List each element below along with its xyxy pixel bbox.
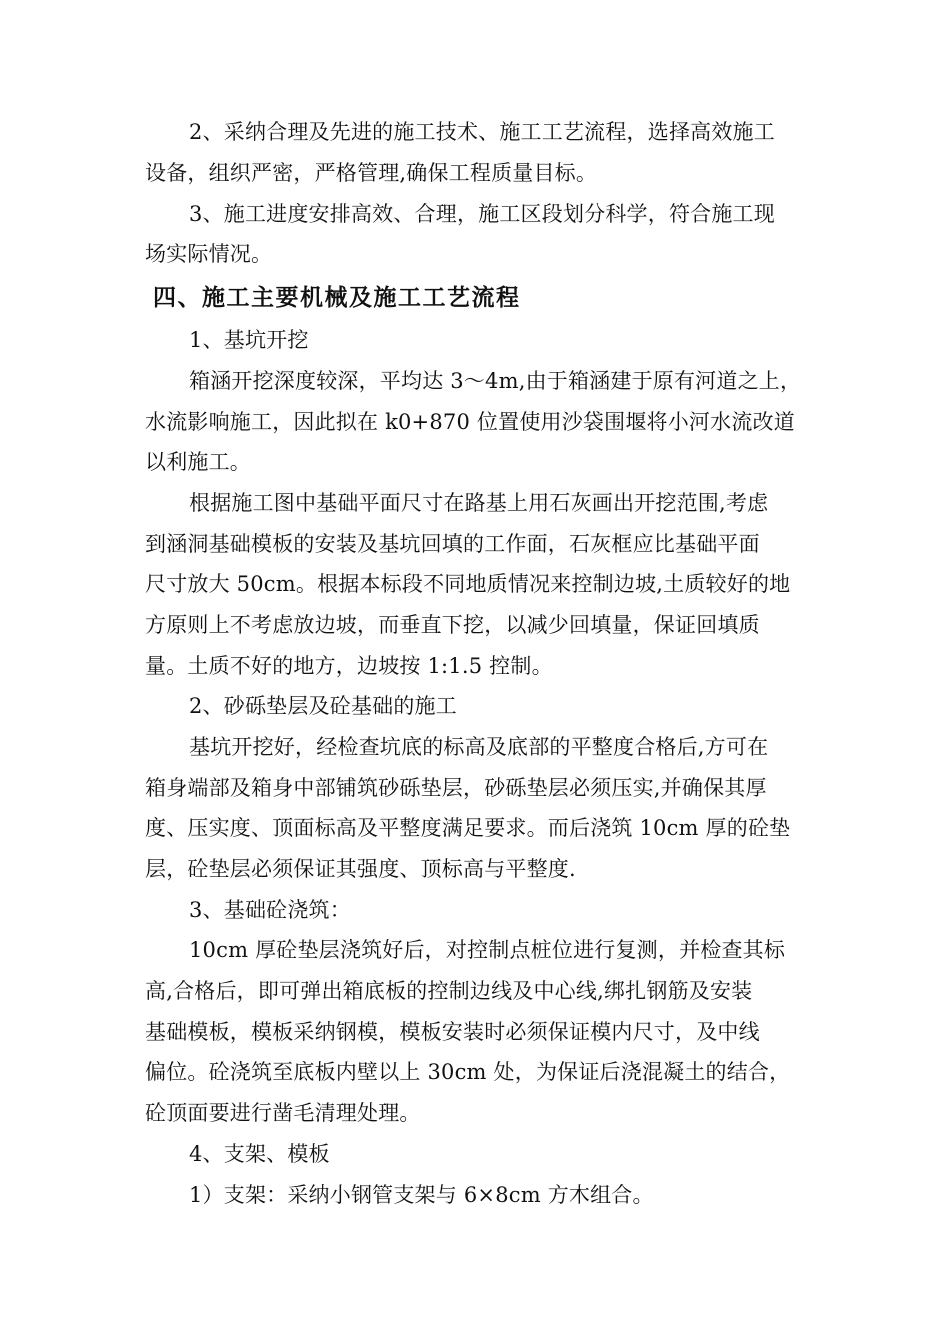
text-line: 以利施工。 xyxy=(145,450,251,474)
text-line: 度、压实度、顶面标高及平整度满足要求。而后浇筑 10cm 厚的砼垫 xyxy=(145,816,791,840)
text-line: 水流影响施工，因此拟在 k0+870 位置使用沙袋围堰将小河水流改道 xyxy=(145,410,795,434)
text-line: 基础模板，模板采纳钢模，模板安装时必须保证模内尺寸，及中线 xyxy=(145,1020,760,1044)
text-line: 尺寸放大 50cm。根据本标段不同地质情况来控制边坡,土质较好的地 xyxy=(145,572,791,596)
text-line: 场实际情况。 xyxy=(145,242,273,266)
text-line: 箱涵开挖深度较深，平均达 3～4m,由于箱涵建于原有河道之上， xyxy=(189,369,802,393)
text-line: 砼顶面要进行凿毛清理处理。 xyxy=(145,1101,421,1125)
text-line: 1）支架：采纳小钢管支架与 6×8cm 方木组合。 xyxy=(189,1183,654,1207)
text-line: 方原则上不考虑放边坡，而垂直下挖，以减少回填量，保证回填质 xyxy=(145,613,760,637)
text-line: 到涵洞基础模板的安装及基坑回填的工作面，石灰框应比基础平面 xyxy=(145,532,760,556)
text-line: 根据施工图中基础平面尺寸在路基上用石灰画出开挖范围,考虑 xyxy=(189,491,769,515)
subsection-title: 4、支架、模板 xyxy=(189,1142,330,1166)
subsection-title: 1、基坑开挖 xyxy=(189,328,309,352)
text-line: 偏位。砼浇筑至底板内壁以上 30cm 处，为保证后浇混凝土的结合， xyxy=(145,1060,791,1084)
text-line: 层，砼垫层必须保证其强度、顶标高与平整度. xyxy=(145,857,576,881)
text-line: 2、采纳合理及先进的施工技术、施工工艺流程，选择高效施工 xyxy=(189,120,775,144)
text-line: 10cm 厚砼垫层浇筑好后，对控制点桩位进行复测，并检查其标 xyxy=(189,938,786,962)
text-line: 箱身端部及箱身中部铺筑砂砾垫层，砂砾垫层必须压实,并确保其厚 xyxy=(145,776,767,800)
subsection-title: 2、砂砾垫层及砼基础的施工 xyxy=(189,694,457,718)
text-line: 高,合格后，即可弹出箱底板的控制边线及中心线,绑扎钢筋及安装 xyxy=(145,979,753,1003)
text-line: 3、施工进度安排高效、合理，施工区段划分科学，符合施工现 xyxy=(189,202,775,226)
text-line: 设备，组织严密，严格管理,确保工程质量目标。 xyxy=(145,161,598,185)
text-line: 量。土质不好的地方，边坡按 1:1.5 控制。 xyxy=(145,654,553,678)
text-line: 基坑开挖好，经检查坑底的标高及底部的平整度合格后,方可在 xyxy=(189,735,769,759)
subsection-title: 3、基础砼浇筑： xyxy=(189,898,351,922)
section-heading: 四、施工主要机械及施工工艺流程 xyxy=(153,285,521,311)
